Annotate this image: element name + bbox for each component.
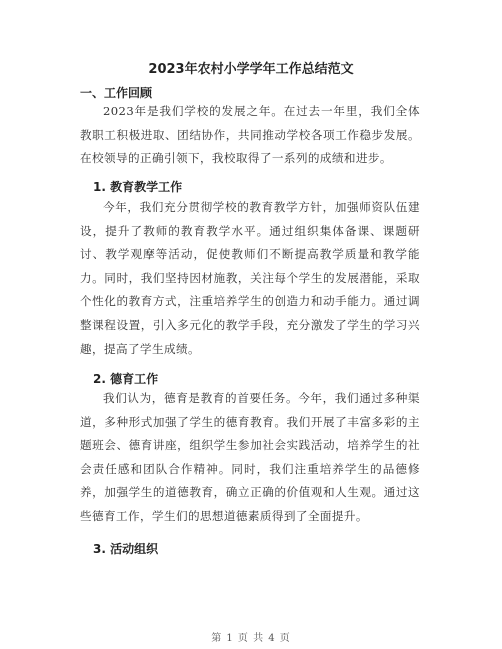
section-heading-work-review: 一、工作回顾 [80, 86, 153, 100]
intro-paragraph: 2023年是我们学校的发展之年。在过去一年里，我们全体教职工积极进取、团结协作，共同推动学校各项工作稳步发展。在校领导的正确引领下，我校取得了一系列的成绩和进步。 [80, 104, 420, 166]
page-footer: 第 1 页 共 4 页 [211, 633, 291, 644]
subsection-heading-activities: 3. 活动组织 [93, 542, 159, 556]
subsection-heading-moral-education: 2. 德育工作 [93, 372, 159, 386]
moral-education-paragraph: 我们认为，德育是教育的首要任务。今年，我们通过多种渠道，多种形式加强了学生的德育教育。我们开展了丰富多彩的主题班会、德育讲座，组织学生参加社会实践活动，培养学生的社会责任感和团队合作精神。同时，我们注重培养学生的品德修养，加强学生的道德教育，确立正确的价值观和人生观。通过这些德育工作，学生们的思想道德素质得到了全面提升。 [80, 391, 420, 523]
teaching-paragraph: 今年，我们充分贯彻学校的教育教学方针，加强师资队伍建设，提升了教师的教育教学水平。通过组织集体备课、课题研讨、教学观摩等活动，促使教师们不断提高教学质量和教学能力。同时，我们坚持因材施教，关注每个学生的发展潜能，采取个性化的教育方式，注重培养学生的创造力和动手能力。通过调整课程设置，引入多元化的教学手段，充分激发了学生的学习兴趣，提高了学生成绩。 [80, 200, 420, 356]
document-title: 2023年农村小学学年工作总结范文 [148, 62, 354, 77]
subsection-heading-teaching: 1. 教育教学工作 [93, 180, 183, 194]
